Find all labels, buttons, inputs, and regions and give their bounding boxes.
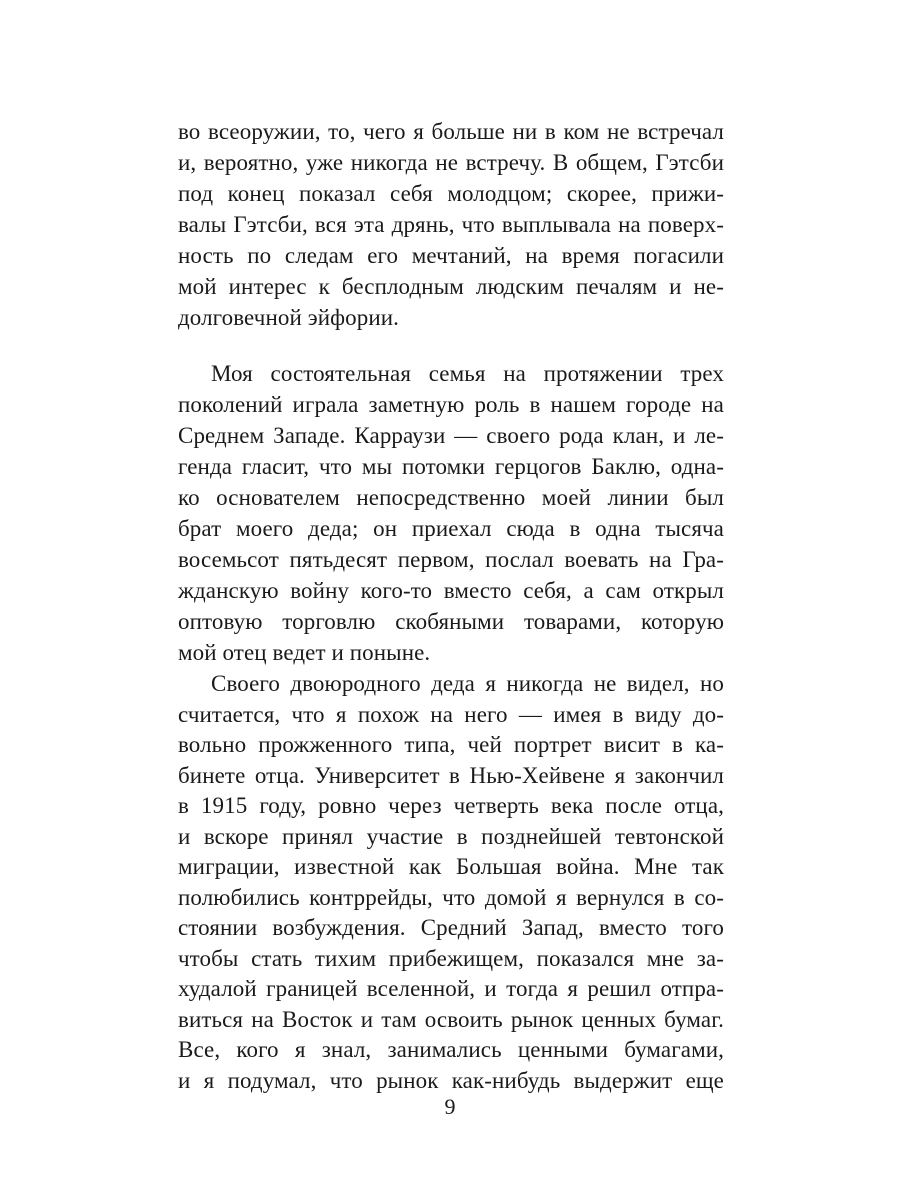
text-line: Все, кого я знал, занимались ценными бумагами, [178,1037,724,1062]
text-line: восемьсот пятьдесят первом, послал воевать на Гра- [178,547,724,572]
text-line: чтобы стать тихим прибежищем, показался мне за- [178,945,724,971]
text-line: ность по следам его мечтаний, на время погасили [178,243,724,268]
text-line: считается, что я похож на него — имея в виду до- [178,701,724,727]
text-line: Своего двоюродного деда я никогда не видел, но [211,671,724,696]
text-line: жданскую войну кого-то вместо себя, а сам открыл [178,578,724,603]
text-line: и вскоре принял участие в позднейшей тевтонской [178,823,724,849]
text-line: и, вероятно, уже никогда не встречу. В общем, Гэтсби [178,150,724,175]
text-line: виться на Восток и там освоить рынок ценных бумаг. [178,1006,724,1032]
text-line: мой интерес к бесплодным людским печалям и не- [178,274,724,299]
text-line: генда гласит, что мы потомки герцогов Баклю, одна- [178,454,724,479]
text-line: брат моего деда; он приехал сюда в одна тысяча [178,516,724,541]
text-line: миграции, известной как Большая война. Мне так [178,854,724,879]
text-line: долговечной эйфории. [178,305,399,330]
page-number: 9 [444,1094,456,1119]
text-line: мой отец ведет и поныне. [178,640,431,665]
text-line: под конец показал себя молодцом; скорее, прижи- [178,181,724,206]
text-line: вольно прожженного типа, чей портрет висит в ка- [178,732,724,757]
text-line: во всеоружии, то, чего я больше ни в ком не встречал [178,119,724,144]
text-line: в 1915 году, ровно через четверть века после отца, [178,793,724,818]
text-line: Моя состоятельная семья на протяжении трех [211,361,724,386]
text-line: оптовую торговлю скобяными товарами, которую [178,609,724,634]
text-line: бинете отца. Университет в Нью-Хейвене я закончил [178,762,724,788]
text-line: худалой границей вселенной, и тогда я решил отпра- [178,976,724,1001]
text-line: ко основателем непосредственно моей линии был [178,485,724,510]
text-line: поколений играла заметную роль в нашем городе на [178,392,724,417]
text-line: Среднем Западе. Карраузи — своего рода клан, и ле- [178,423,724,448]
text-line: валы Гэтсби, вся эта дрянь, что выплывала на поверх- [178,212,724,237]
text-line: стоянии возбуждения. Средний Запад, вместо того [178,915,724,940]
text-line: полюбились контррейды, что домой я вернулся в со- [178,884,724,910]
text-line: и я подумал, что рынок как-нибудь выдержит еще [178,1067,724,1093]
